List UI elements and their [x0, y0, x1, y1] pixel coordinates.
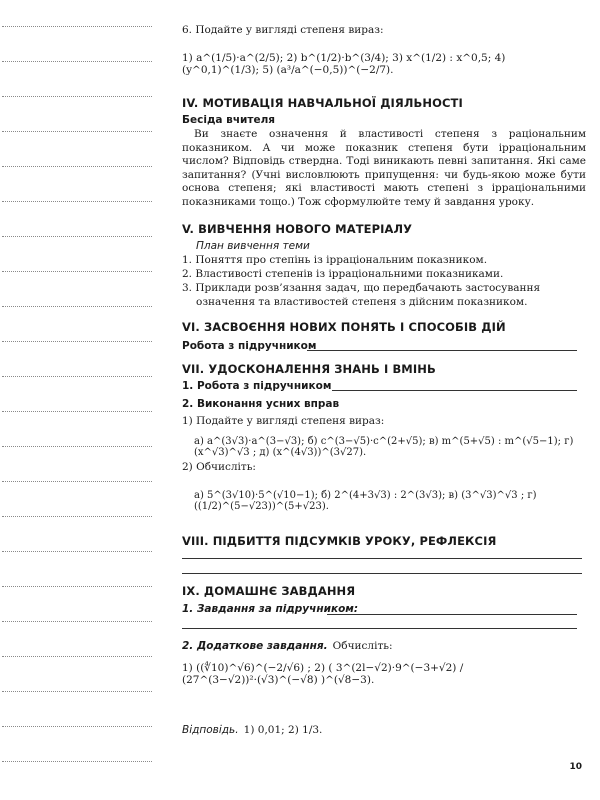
notes-margin: [0, 0, 160, 800]
section-5-item-1: 1. Поняття про степінь із ірраціональним показником.: [182, 254, 488, 266]
section-9-sub-2-row: [182, 634, 393, 653]
note-line: [2, 236, 152, 237]
answer-line: [327, 614, 577, 615]
section-7-q2-formula: а) 5^(3√10)·5^(√10−1); б) 2^(4+3√3) : 2^(3√3); в) (3^√3)^√3 ; г) ((1/2)^(5−√23))^(5+√23).: [194, 490, 537, 512]
section-4-text: Ви знаєте означення й властивості степеня з раціональним показником. А чи може показник степеня бути ірраціональним числом? Відповідь ствердна. Тоді виникають певні запитання. Які саме запитання? (Учні висловлюють припущення: чи будь-якою може бути основа степеня; які властивості мають степені з ірраціональними показниками тощо.) Тож сформулюйте тему й завдання уроку.: [182, 128, 586, 208]
section-4-sub: Бесіда вчителя: [182, 114, 276, 126]
note-line: [2, 306, 152, 307]
answer-line: [182, 558, 582, 559]
note-line: [2, 201, 152, 202]
section-8-heading: VIII. ПІДБИТТЯ ПІДСУМКІВ УРОКУ, РЕФЛЕКСІЯ: [182, 534, 497, 548]
answer-line: [182, 628, 577, 629]
answer-line: [307, 350, 577, 351]
note-line: [2, 726, 152, 727]
note-line: [2, 96, 152, 97]
note-line: [2, 446, 152, 447]
note-line: [2, 691, 152, 692]
note-line: [2, 586, 152, 587]
section-7-q2: 2) Обчисліть:: [182, 461, 256, 473]
section-7-sub-2: 2. Виконання усних вправ: [182, 398, 340, 410]
note-line: [2, 376, 152, 377]
note-line: [2, 131, 152, 132]
section-9-heading: IX. ДОМАШНЄ ЗАВДАННЯ: [182, 584, 356, 598]
answer-label: Відповідь.: [182, 724, 239, 736]
note-line: [2, 411, 152, 412]
note-line: [2, 271, 152, 272]
section-7-q1-formula: а) a^(3√3)·a^(3−√3); б) c^(3−√5)·c^(2+√5); в) m^(5+√5) : m^(√5−1); г) (x^√3)^√3 ; д) (x^(4√3))^(3√27).: [194, 436, 574, 458]
section-5-item-3: 3. Приклади розв’язання задач, що передбачають застосування означення та властивостей степеня з дійсним показником.: [182, 282, 541, 308]
answer-line: [182, 573, 582, 574]
note-line: [2, 761, 152, 762]
note-line: [2, 481, 152, 482]
note-line: [2, 166, 152, 167]
exercise-6-title: 6. Подайте у вигляді степеня вираз:: [182, 24, 384, 36]
section-4-heading: IV. МОТИВАЦІЯ НАВЧАЛЬНОЇ ДІЯЛЬНОСТІ: [182, 96, 463, 110]
section-7-q1: 1) Подайте у вигляді степеня вираз:: [182, 415, 385, 427]
page-content: [172, 0, 584, 800]
exercise-6-formula: 1) a^(1/5)·a^(2/5); 2) b^(1/2)·b^(3/4); 3) x^(1/2) : x^0,5; 4) (y^0,1)^(1/3); 5) (a³/a^(−0,5))^(−2/7).: [182, 52, 506, 76]
note-line: [2, 61, 152, 62]
section-5-heading: V. ВИВЧЕННЯ НОВОГО МАТЕРІАЛУ: [182, 222, 413, 236]
section-9-sub-2: 2. Додаткове завдання.: [182, 640, 328, 652]
note-line: [2, 656, 152, 657]
section-9-sub-2-tail: Обчисліть:: [332, 640, 393, 652]
section-5-item-2: 2. Властивості степенів із ірраціональними показниками.: [182, 268, 504, 280]
section-9-formula: 1) ((∜10)^√6)^(−2/√6) ; 2) ( 3^(2l−√2)·9^(−3+√2) / (27^(3−√2))²·(√3)^(−√8) )^(√8−3).: [182, 662, 464, 686]
section-7-heading: VII. УДОСКОНАЛЕННЯ ЗНАНЬ І ВМІНЬ: [182, 362, 436, 376]
section-5-sub: План вивчення теми: [196, 240, 310, 252]
note-line: [2, 341, 152, 342]
answer-row: [182, 718, 322, 737]
section-9-sub-1: 1. Завдання за підручником:: [182, 603, 359, 615]
section-7-sub-1: 1. Робота з підручником: [182, 380, 332, 392]
page-number: 10: [569, 762, 582, 772]
answer-line: [332, 390, 577, 391]
note-line: [2, 551, 152, 552]
section-6-sub: Робота з підручником: [182, 340, 317, 352]
note-line: [2, 621, 152, 622]
section-6-heading: VI. ЗАСВОЄННЯ НОВИХ ПОНЯТЬ І СПОСОБІВ ДІЙ: [182, 320, 506, 334]
note-line: [2, 516, 152, 517]
note-line: [2, 26, 152, 27]
answer-value: 1) 0,01; 2) 1/3.: [243, 724, 323, 736]
